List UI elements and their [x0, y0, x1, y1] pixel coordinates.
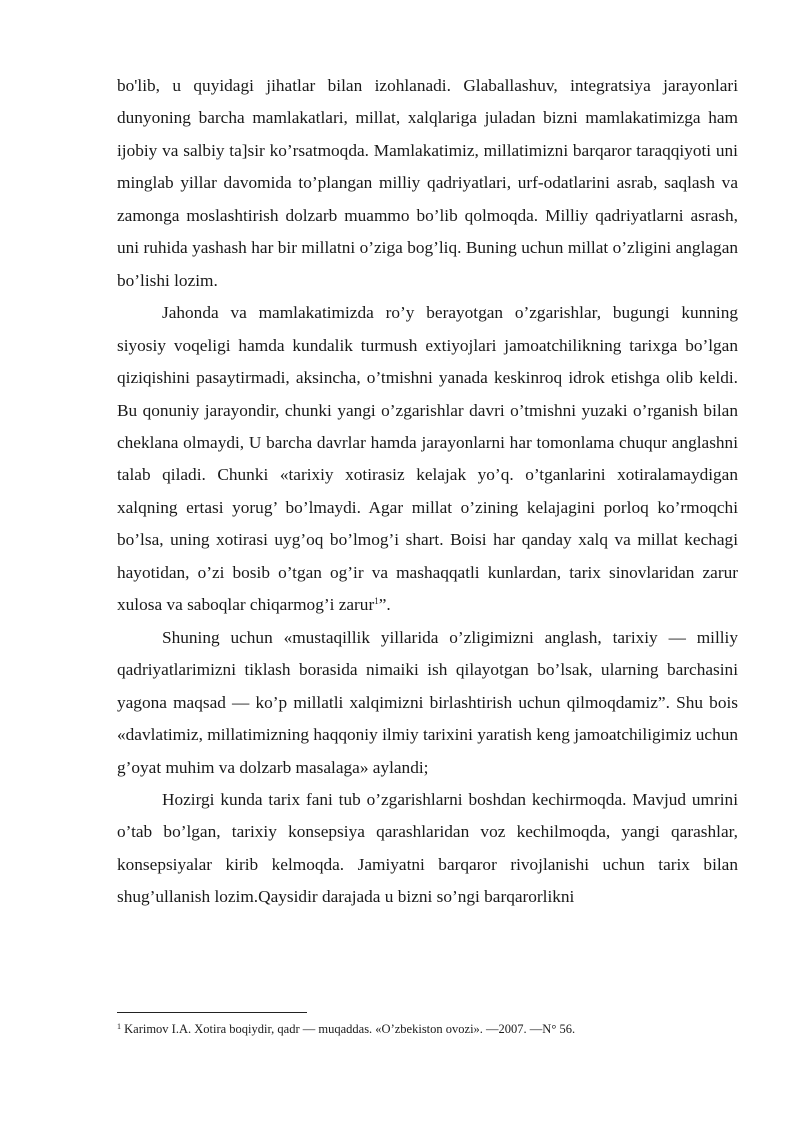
paragraph-shuning: Shuning uchun «mustaqillik yillarida o’zligimizni anglash, tarixiy — milliy qadriyatlarimizni tiklash borasida nimaiki ish qilayotgan bo’lsak, ularning barchasini yagona maqsad — ko’p millatli xalqimizni birlashtirish uchun qilmoqdamiz”. Shu bois «davlatimiz, millatimizning haqqoniy ilmiy tarixini yaratish keng jamoatchiligimiz uchun g’oyat muhim va dolzarb masalaga» aylandi;	[117, 627, 738, 777]
footnote-text: Karimov I.A. Xotira boqiydir, qadr — muqaddas. «O’zbekiston ovozi». —2007. —N° 56.	[121, 1022, 576, 1036]
footnote-reference: 1	[374, 596, 379, 607]
paragraph-continuation: bo'lib, u quyidagi jihatlar bilan izohlanadi. Glaballashuv, integratsiya jarayonlari dunyoning barcha mamlakatlari, millat, xalqlariga juladan bizni mamlakatimizga ham ijobiy va salbiy ta]sir ko’rsatmoqda. Mamlakatimiz, millatimizni barqaror taraqqiyoti uni minglab yillar davomida to’plangan milliy qadriyatlari, urf-odatlarini asrab, saqlash va zamonga moslashtirish dolzarb muammo bo’lib qolmoqda. Milliy qadriyatlarni asrash, uni ruhida yashash har bir millatni o’ziga bog’liq. Buning uchun millat o’zligini anglagan bo’lishi lozim.	[117, 76, 738, 290]
paragraph-jahonda	[117, 297, 738, 622]
paragraph-hozirgi: Hozirgi kunda tarix fani tub o’zgarishlarni boshdan kechirmoqda. Mavjud umrini o’tab bo’lgan, tarixiy konsepsiya qarashlaridan voz kechilmoqda, yangi qarashlar, konsepsiyalar kirib kelmoqda. Jamiyatni barqaror rivojlanishi uchun tarix bilan shug’ullanish lozim.Qaysidir darajada u bizni so’ngi barqarorlikni	[117, 789, 738, 907]
footnote-marker: 1	[117, 1022, 121, 1031]
quote-close: ”.	[378, 595, 391, 615]
footnote-separator	[117, 1012, 307, 1013]
paragraph-jahonda-text: Jahonda va mamlakatimizda ro’y berayotgan o’zgarishlar, bugungi kunning siyosiy voqeligi hamda kundalik turmush extiyojlari jamoatchilikning tarixga bo’lgan qiziqishini pasaytirmadi, aksincha, o’tmishni yanada keskinroq idrok etishga olib keldi. Bu qonuniy jarayondir, chunki yangi o’zgarishlar davri o’tmishni yuzaki o’rganish bilan cheklana olmaydi, U barcha davrlar hamda jarayonlarni har tomonlama chuqur anglashni talab qiladi. Chunki «tarixiy xotirasiz kelajak yo’q. o’tganlarini xotiralamaydigan xalqning ertasi yorug’ bo’lmaydi. Agar millat o’zining kelajagini porloq ko’rmoqchi bo’lsa, uning xotirasi uyg’oq bo’lmog’i shart. Boisi har qanday xalq va millat kechagi hayotidan, o’zi bosib o’tgan og’ir va mashaqqatli kunlardan, tarix sinovlaridan zarur xulosa va saboqlar chiqarmog’i zarur	[117, 303, 738, 615]
footnote	[117, 1021, 757, 1037]
body-text	[117, 70, 738, 914]
